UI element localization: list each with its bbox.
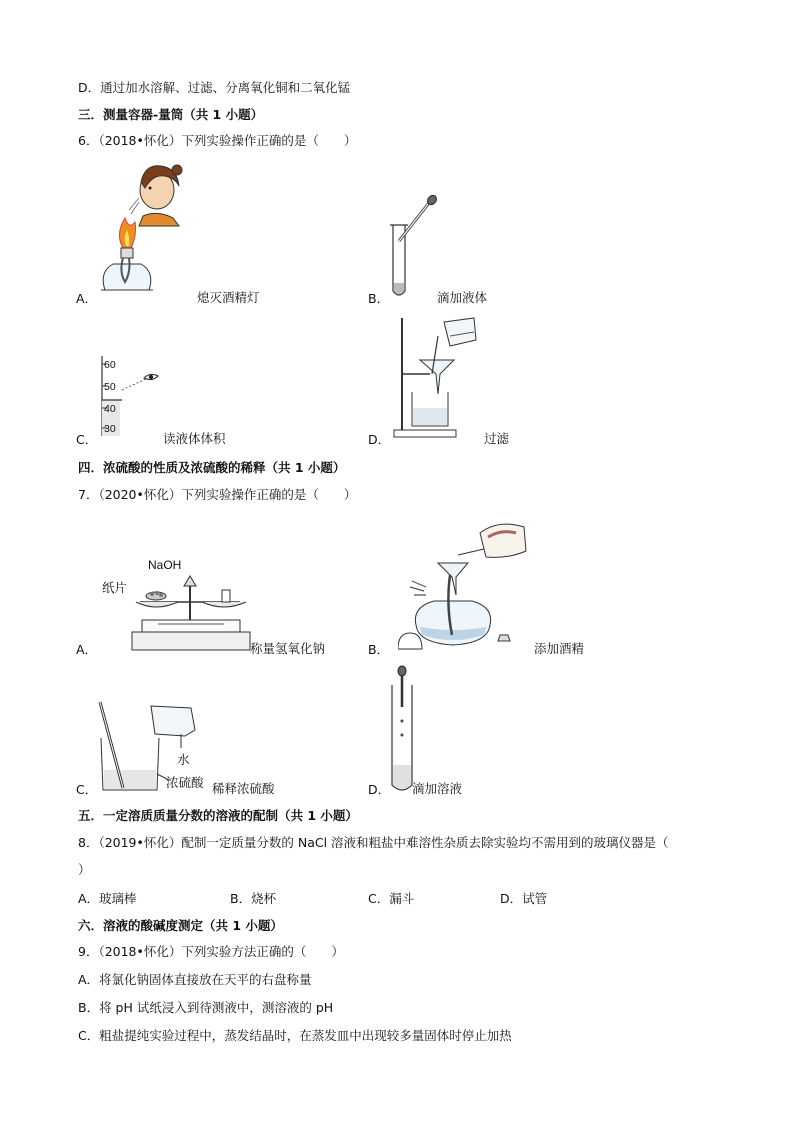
q7-a-illustration xyxy=(128,572,253,654)
section-4-title: 四．浓硫酸的性质及浓硫酸的稀释（共 1 小题） xyxy=(78,460,346,475)
q6-a-caption: 熄灭酒精灯 xyxy=(197,290,260,305)
q9-option-a: A．将氯化钠固体直接放在天平的右盘称量 xyxy=(78,972,312,987)
q6-b-letter: B． xyxy=(368,291,390,306)
q7-a-label-naoh: NaOH xyxy=(148,558,182,572)
q6-c-scale-50: 50 xyxy=(104,381,116,393)
q6-c-letter: C． xyxy=(76,432,98,447)
q7-b-caption: 添加酒精 xyxy=(534,641,585,656)
q7-stem: 7．（2020•怀化）下列实验操作正确的是（ ） xyxy=(78,487,357,502)
q6-d-letter: D． xyxy=(368,432,391,447)
q7-c-label-water: 水 xyxy=(177,752,190,767)
section-3-title: 三．测量容器-量筒（共 1 小题） xyxy=(78,107,264,122)
q9-stem: 9．（2018•怀化）下列实验方法正确的（ ） xyxy=(78,944,344,959)
q7-d-illustration xyxy=(390,665,420,795)
q6-b-illustration xyxy=(385,195,445,300)
q9-option-c: C．粗盐提纯实验过程中，蒸发结晶时，在蒸发皿中出现较多量固体时停止加热 xyxy=(78,1028,512,1043)
q6-b-caption: 滴加液体 xyxy=(437,290,488,305)
q8-stem-end: ） xyxy=(78,862,91,877)
q6-c-scale-30: 30 xyxy=(104,423,116,435)
q6-stem: 6．（2018•怀化）下列实验操作正确的是（ ） xyxy=(78,133,357,148)
q7-a-label-paper: 纸片 xyxy=(102,580,128,595)
q6-d-illustration xyxy=(390,316,490,441)
q7-c-label-acid: 浓硫酸 xyxy=(166,775,204,790)
section-6-title: 六．溶液的酸碱度测定（共 1 小题） xyxy=(78,918,283,933)
q7-d-letter: D． xyxy=(368,782,391,797)
q6-c-scale-60: 60 xyxy=(104,359,116,371)
section-5-title: 五．一定溶质质量分数的溶液的配制（共 1 小题） xyxy=(78,808,358,823)
q8-option-a: A．玻璃棒 xyxy=(78,891,137,906)
q6-a-letter: A． xyxy=(76,291,98,306)
q7-c-letter: C． xyxy=(76,782,98,797)
q7-b-letter: B． xyxy=(368,642,390,657)
q7-d-caption: 滴加溶液 xyxy=(412,781,463,796)
q6-d-caption: 过滤 xyxy=(484,431,510,446)
q7-b-illustration xyxy=(398,515,528,655)
q6-c-caption: 读液体体积 xyxy=(163,431,226,446)
q7-a-letter: A． xyxy=(76,642,98,657)
q6-c-scale-40: 40 xyxy=(104,403,116,415)
q9-option-b: B．将 pH 试纸浸入到待测液中，测溶液的 pH xyxy=(78,1000,334,1015)
q5-option-d: D．通过加水溶解、过滤、分离氧化铜和二氧化锰 xyxy=(78,80,351,95)
q8-option-d: D．试管 xyxy=(500,891,548,906)
q7-c-caption: 稀释浓硫酸 xyxy=(212,781,275,796)
q6-a-illustration xyxy=(95,160,205,300)
q8-stem: 8．（2019•怀化）配制一定质量分数的 NaCl 溶液和粗盐中难溶性杂质去除实验均不需用到的玻璃仪器是（ xyxy=(78,835,669,850)
q7-a-caption: 称量氢氧化钠 xyxy=(250,641,326,656)
q8-option-b: B．烧杯 xyxy=(230,891,277,906)
q8-option-c: C．漏斗 xyxy=(368,891,415,906)
